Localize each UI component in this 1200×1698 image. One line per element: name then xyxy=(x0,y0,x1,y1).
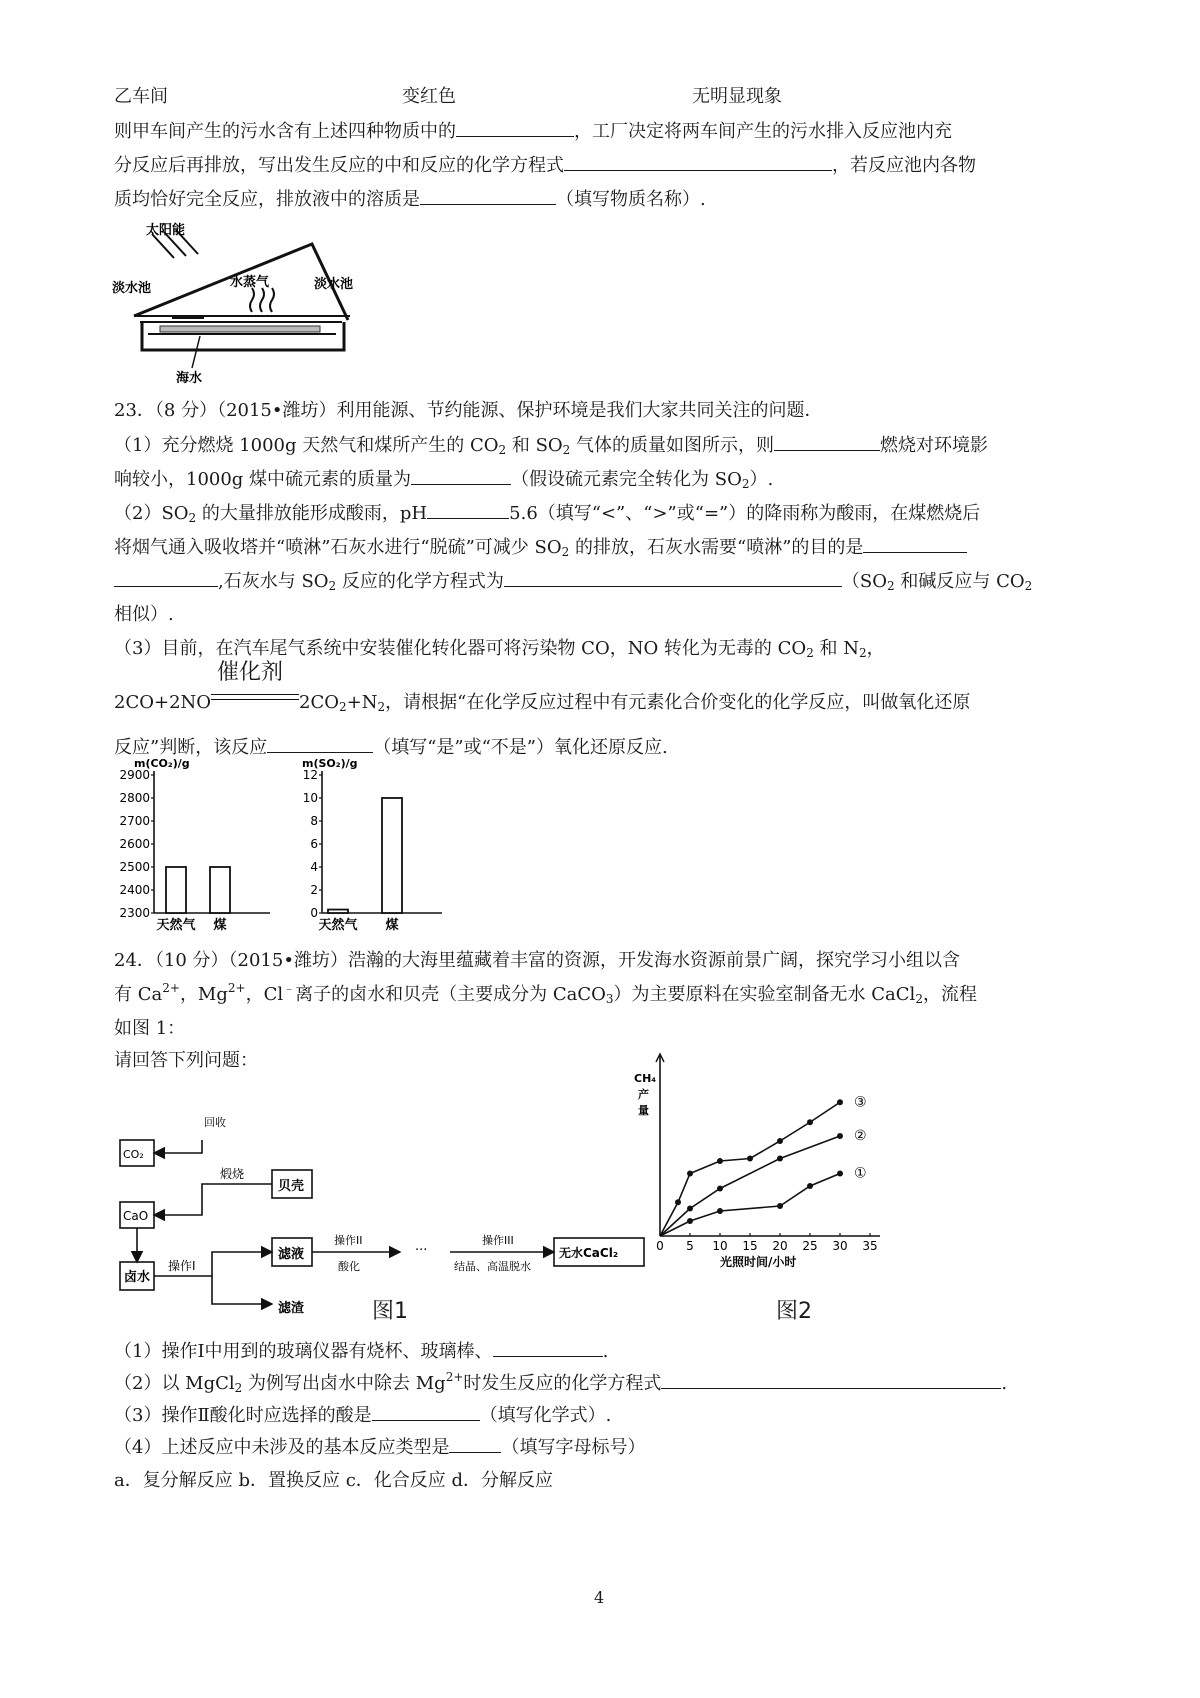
so2-bar-chart xyxy=(300,758,450,933)
series-point-① xyxy=(807,1183,813,1189)
text: 时发生反应的化学方程式 xyxy=(463,1373,662,1394)
text: （2）以 MgCl xyxy=(114,1373,235,1394)
y-tick-label: 10 xyxy=(302,791,318,805)
subscript: 2 xyxy=(1024,579,1033,593)
solar-still-diagram xyxy=(112,222,374,392)
text: 和碱反应与 CO xyxy=(894,571,1025,592)
x-axis-label: 光照时间/小时 xyxy=(720,1255,797,1269)
y-tick-label: 8 xyxy=(310,814,318,828)
answer-blank[interactable] xyxy=(504,568,842,587)
answer-blank[interactable] xyxy=(449,1434,501,1453)
text: 和 N xyxy=(813,638,860,659)
series-point-③ xyxy=(777,1138,783,1144)
answer-blank[interactable] xyxy=(564,152,832,171)
x-tick-label: 煤 xyxy=(213,918,227,933)
q23-p2-line2 xyxy=(114,534,967,561)
text: 反应”判断，该反应 xyxy=(114,737,268,758)
series-point-② xyxy=(687,1206,693,1212)
text: ,石灰水与 SO xyxy=(218,571,329,592)
series-label: ① xyxy=(854,1165,867,1182)
eq-reactants: 2CO+2NO xyxy=(114,692,212,713)
y-tick-label: 2600 xyxy=(119,837,150,851)
x-tick-label: 15 xyxy=(742,1239,758,1253)
text: 离子的卤水和贝壳（主要成分为 CaCO xyxy=(295,984,606,1005)
y-axis-label: CH₄ xyxy=(634,1072,657,1085)
answer-blank[interactable] xyxy=(411,466,511,485)
text: 燃烧对环境影 xyxy=(880,435,989,456)
subscript: 2 xyxy=(561,545,570,559)
series-line-③ xyxy=(660,1102,840,1236)
catalyst-label: 催化剂 xyxy=(217,660,284,685)
q23-p1-line2 xyxy=(114,466,773,493)
series-point-① xyxy=(717,1208,723,1214)
subscript: 2 xyxy=(806,646,814,660)
row-cell: 变红色 xyxy=(402,86,456,107)
x-tick-label: 10 xyxy=(712,1239,728,1253)
label-sea: 海水 xyxy=(176,371,203,386)
q24-p2 xyxy=(114,1370,1007,1397)
brine-label: 卤水 xyxy=(124,1270,151,1285)
superscript: ﹣ xyxy=(283,981,296,995)
label-steam: 水蒸气 xyxy=(230,275,270,290)
subscript: 2 xyxy=(915,992,923,1006)
text: ，流程 xyxy=(922,984,977,1005)
answer-blank[interactable] xyxy=(863,534,967,553)
table-row-yi xyxy=(114,84,168,110)
fig2-caption: 图2 xyxy=(776,1299,812,1324)
text: ，请根据“在化学反应过程中有元素化合价变化的化学反应，叫做氧化还原 xyxy=(385,692,971,713)
y-axis-label: m(CO₂)/g xyxy=(134,757,190,770)
q24-line3: 如图 1： xyxy=(114,1018,186,1039)
q23-p1-line1 xyxy=(114,432,988,459)
text: ，工厂决定将两车间产生的污水排入反应池内充 xyxy=(574,121,952,142)
series-point-③ xyxy=(807,1119,813,1125)
subscript: 2 xyxy=(859,646,867,660)
q24-p3 xyxy=(114,1402,611,1429)
ellipsis: ··· xyxy=(415,1243,428,1258)
text: 的大量排放能形成酸雨，pH xyxy=(196,503,428,524)
bar-天然气 xyxy=(166,867,186,913)
eq-arrow xyxy=(211,660,299,708)
fig1-caption: 图1 xyxy=(372,1299,408,1324)
y-tick-label: 2500 xyxy=(119,860,150,874)
y-tick-label: 2400 xyxy=(119,883,150,897)
eq-products: 2CO xyxy=(299,692,340,713)
cao-label: CaO xyxy=(123,1209,149,1223)
x-tick-label: 5 xyxy=(686,1239,694,1253)
text: （假设硫元素完全转化为 SO xyxy=(511,469,742,490)
label-sun: 太阳能 xyxy=(146,223,186,238)
op3-label: 操作III xyxy=(482,1234,514,1247)
text: （1）充分燃烧 1000g 天然气和煤所产生的 CO xyxy=(114,435,499,456)
text: （1）操作Ⅰ中用到的玻璃仪器有烧杯、玻璃棒、 xyxy=(114,1341,493,1362)
q23-p3-line3 xyxy=(114,734,668,761)
series-point-① xyxy=(837,1171,843,1177)
y-tick-label: 6 xyxy=(310,837,318,851)
y-axis-label: 量 xyxy=(638,1104,649,1117)
q23-p2-line3 xyxy=(114,568,1032,595)
answer-blank[interactable] xyxy=(774,432,880,451)
series-point-② xyxy=(777,1156,783,1162)
x-tick-label: 25 xyxy=(802,1239,818,1253)
q24-p4 xyxy=(114,1434,645,1461)
q22-line3 xyxy=(114,186,706,213)
superscript: 2+ xyxy=(227,981,246,995)
q23-p2-line1 xyxy=(114,500,980,527)
recover-label: 回收 xyxy=(204,1116,226,1129)
y-axis-label: 产 xyxy=(638,1088,649,1101)
answer-blank[interactable] xyxy=(267,734,373,753)
q24-line1: 24．（10 分）（2015•潍坊）浩瀚的大海里蕴藏着丰富的资源，开发海水资源前景广阔，探究学习小组以含 xyxy=(114,950,960,971)
text: 响较小，1000g 煤中硫元素的质量为 xyxy=(114,469,412,490)
text: ）为主要原料在实验室制备无水 CaCl xyxy=(613,984,916,1005)
residue-label: 滤渣 xyxy=(278,1301,305,1316)
text: ，Cl xyxy=(245,984,284,1005)
x-tick-label: 30 xyxy=(832,1239,848,1253)
subscript: 2 xyxy=(339,700,347,714)
co2-label: CO₂ xyxy=(123,1148,144,1161)
series-point-③ xyxy=(837,1099,843,1105)
y-tick-label: 4 xyxy=(310,860,318,874)
text: . xyxy=(1001,1373,1008,1394)
subscript: 2 xyxy=(377,700,386,714)
series-point-③ xyxy=(687,1171,693,1177)
series-point-③ xyxy=(747,1156,753,1162)
series-point-① xyxy=(687,1218,693,1224)
y-tick-label: 2900 xyxy=(119,768,150,782)
text: 将烟气通入吸收塔并“喷淋”石灰水进行“脱硫”可减少 SO xyxy=(114,537,562,558)
q24-p1 xyxy=(114,1338,608,1365)
text: （3）操作Ⅱ酸化时应选择的酸是 xyxy=(114,1405,372,1426)
op2-label: 操作II xyxy=(334,1234,363,1247)
text: 5.6（填写“<”、“>”或“=”）的降雨称为酸雨，在煤燃烧后 xyxy=(509,503,981,524)
text: （填写“是”或“不是”）氧化还原反应. xyxy=(373,737,668,758)
row-label: 乙车间 xyxy=(114,86,168,107)
text: （填写化学式）. xyxy=(479,1405,612,1426)
text: 为例写出卤水中除去 Mg xyxy=(242,1373,446,1394)
y-tick-label: 0 xyxy=(310,906,318,920)
x-tick-label: 天然气 xyxy=(318,918,358,933)
answer-blank[interactable] xyxy=(420,186,556,205)
q22-line1 xyxy=(114,118,952,145)
answer-blank[interactable] xyxy=(661,1370,1001,1389)
filtrate-label: 滤液 xyxy=(278,1247,305,1262)
calcine-label: 煅烧 xyxy=(220,1167,245,1181)
q23-p2-line4: 相似）. xyxy=(114,604,174,625)
text: 则甲车间产生的污水含有上述四种物质中的 xyxy=(114,121,456,142)
answer-blank[interactable] xyxy=(372,1402,480,1421)
series-label: ③ xyxy=(854,1094,867,1111)
product-label: 无水CaCl₂ xyxy=(559,1246,619,1260)
superscript: 2+ xyxy=(445,1370,464,1384)
label-right-pool: 淡水池 xyxy=(314,277,354,292)
q22-line2 xyxy=(114,152,976,179)
text: 有 Ca xyxy=(114,984,163,1005)
series-point-① xyxy=(777,1203,783,1209)
label-left-pool: 淡水池 xyxy=(112,281,152,296)
text: ， xyxy=(866,638,885,659)
x-tick-label: 20 xyxy=(772,1239,788,1253)
text: ，Mg xyxy=(179,984,228,1005)
x-tick-label: 35 xyxy=(862,1239,878,1253)
answer-blank[interactable] xyxy=(427,500,509,519)
text: ）. xyxy=(749,469,774,490)
subscript: 2 xyxy=(741,477,750,491)
subscript: 2 xyxy=(562,443,571,457)
series-line-① xyxy=(660,1174,840,1237)
text: 分反应后再排放，写出发生反应的中和反应的化学方程式 xyxy=(114,155,564,176)
series-point-③ xyxy=(717,1158,723,1164)
x-tick-label: 煤 xyxy=(385,918,399,933)
series-point-② xyxy=(837,1133,843,1139)
y-tick-label: 12 xyxy=(302,768,318,782)
q23-heading: 23．（8 分）（2015•潍坊）利用能源、节约能源、保护环境是我们大家共同关注的问题． xyxy=(114,400,823,421)
text: 和 SO xyxy=(506,435,563,456)
text: （4）上述反应中未涉及的基本反应类型是 xyxy=(114,1437,450,1458)
q23-equation xyxy=(114,660,971,716)
row-cell: 无明显现象 xyxy=(692,86,782,107)
answer-blank[interactable] xyxy=(493,1338,603,1357)
text: 质均恰好完全反应，排放液中的溶质是 xyxy=(114,189,420,210)
subscript: 2 xyxy=(498,443,507,457)
op1-label: 操作I xyxy=(168,1259,196,1273)
text: 气体的质量如图所示，则 xyxy=(570,435,775,456)
ch4-line-chart xyxy=(630,1048,900,1268)
superscript: 2+ xyxy=(162,981,180,995)
text: （填写物质名称）. xyxy=(556,189,706,210)
x-tick-label: 天然气 xyxy=(156,918,196,933)
y-tick-label: 2800 xyxy=(119,791,150,805)
subscript: 2 xyxy=(234,1381,243,1395)
q23-p3-line1 xyxy=(114,636,885,662)
co2-bar-chart xyxy=(112,758,282,933)
x-tick-label: 0 xyxy=(656,1239,664,1253)
series-label: ② xyxy=(854,1128,867,1144)
y-tick-label: 2700 xyxy=(119,814,150,828)
text: 的排放，石灰水需要“喷淋”的目的是 xyxy=(569,537,864,558)
q24-options: a．复分解反应 b．置换反应 c．化合反应 d．分解反应 xyxy=(114,1470,554,1491)
q24-line4: 请回答下列问题： xyxy=(114,1050,258,1071)
y-tick-label: 2300 xyxy=(119,906,150,920)
text: 反应的化学方程式为 xyxy=(336,571,504,592)
subscript: 2 xyxy=(328,579,337,593)
bar-天然气 xyxy=(328,910,348,913)
bar-煤 xyxy=(382,798,402,913)
answer-blank[interactable] xyxy=(114,568,218,587)
text: （3）目前，在汽车尾气系统中安装催化转化器可将污染物 CO，NO 转化为无毒的 CO xyxy=(114,638,807,659)
answer-blank[interactable] xyxy=(456,118,574,137)
text: （SO xyxy=(841,571,887,592)
y-axis-label: m(SO₂)/g xyxy=(302,757,358,770)
q24-line2 xyxy=(114,982,977,1008)
text: +N xyxy=(346,692,378,713)
subscript: 3 xyxy=(605,992,614,1006)
series-point-② xyxy=(717,1186,723,1192)
text: ，若反应池内各物 xyxy=(832,155,976,176)
acidify-label: 酸化 xyxy=(338,1260,360,1273)
shell-label: 贝壳 xyxy=(278,1179,305,1194)
y-tick-label: 2 xyxy=(310,883,318,897)
subscript: 2 xyxy=(887,579,895,593)
subscript: 2 xyxy=(188,511,197,525)
bar-煤 xyxy=(210,867,230,913)
page-number: 4 xyxy=(594,1588,605,1607)
series-point-③ xyxy=(675,1199,681,1205)
text: （填写字母标号） xyxy=(501,1437,646,1458)
text: （2）SO xyxy=(114,503,189,524)
crystal-label: 结晶、高温脱水 xyxy=(454,1260,531,1273)
text: . xyxy=(602,1341,609,1362)
